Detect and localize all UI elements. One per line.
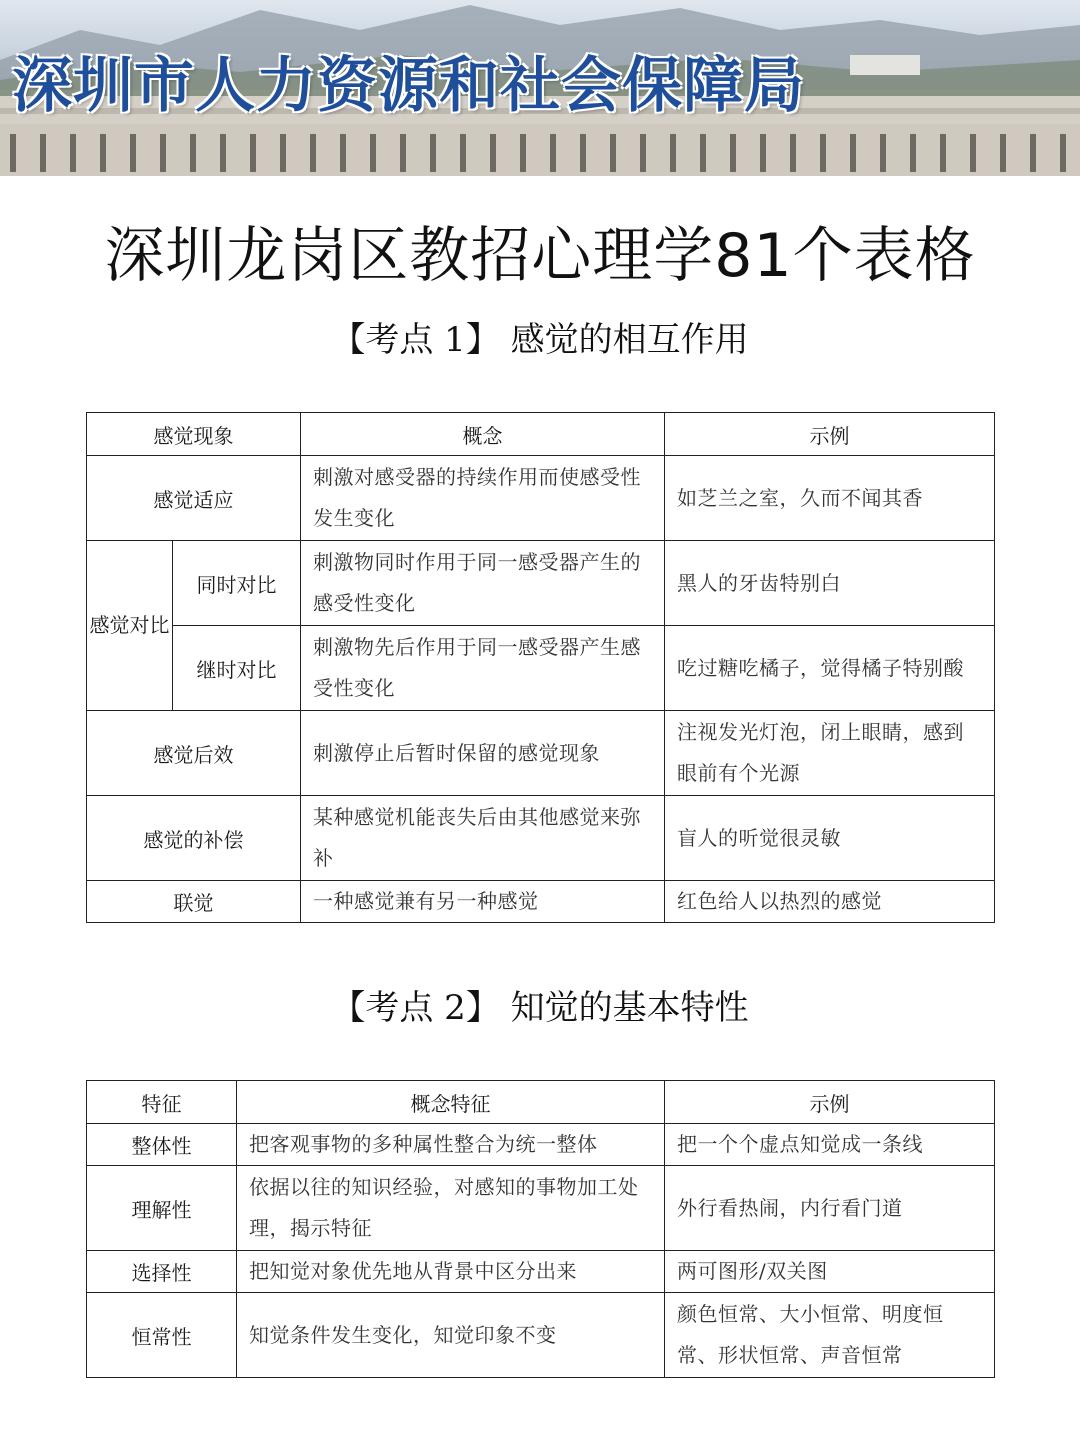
row-example: 把一个个虚点知觉成一条线	[665, 1124, 995, 1166]
row-concept: 刺激停止后暂时保留的感觉现象	[301, 711, 665, 796]
table-row	[87, 1166, 995, 1251]
section-2-heading-prefix: 【考点	[331, 988, 434, 1028]
banner-title: 深圳市人力资源和社会保障局	[12, 51, 805, 121]
row-example: 两可图形/双关图	[665, 1251, 995, 1293]
header-banner	[0, 0, 1080, 176]
row-concept: 把知觉对象优先地从背景中区分出来	[237, 1251, 665, 1293]
table-row	[87, 881, 995, 923]
page-title: 深圳龙岗区教招心理学81个表格	[104, 221, 976, 291]
section-2-heading-suffix: 】 知觉的基本特性	[465, 988, 749, 1028]
row-label: 整体性	[87, 1124, 237, 1166]
table-row	[87, 541, 995, 626]
sensation-table	[86, 412, 995, 923]
table-row	[87, 1124, 995, 1166]
row-concept: 刺激物同时作用于同一感受器产生的感受性变化	[301, 541, 665, 626]
header-cell: 特征	[87, 1081, 237, 1124]
header-cell: 示例	[665, 413, 995, 456]
row-label: 恒常性	[87, 1293, 237, 1378]
row-label: 继时对比	[173, 626, 301, 711]
table-row	[87, 456, 995, 541]
header-cell: 示例	[665, 1081, 995, 1124]
row-example: 盲人的听觉很灵敏	[665, 796, 995, 881]
table-row	[87, 796, 995, 881]
row-label: 感觉的补偿	[87, 796, 301, 881]
section-2-heading-num: 2	[444, 988, 466, 1028]
section-2-heading	[0, 980, 1080, 1029]
row-concept: 刺激物先后作用于同一感受器产生感受性变化	[301, 626, 665, 711]
row-concept: 知觉条件发生变化，知觉印象不变	[237, 1293, 665, 1378]
perception-table	[86, 1080, 995, 1378]
row-label: 感觉后效	[87, 711, 301, 796]
row-example: 红色给人以热烈的感觉	[665, 881, 995, 923]
row-label: 感觉适应	[87, 456, 301, 541]
row-example: 外行看热闹，内行看门道	[665, 1166, 995, 1251]
row-group-label: 感觉对比	[87, 541, 173, 711]
header-cell: 概念	[301, 413, 665, 456]
row-example: 吃过糖吃橘子，觉得橘子特别酸	[665, 626, 995, 711]
table-header-row	[87, 1081, 995, 1124]
row-concept: 依据以往的知识经验，对感知的事物加工处理，揭示特征	[237, 1166, 665, 1251]
table-row	[87, 1251, 995, 1293]
row-concept: 刺激对感受器的持续作用而使感受性发生变化	[301, 456, 665, 541]
row-concept: 把客观事物的多种属性整合为统一整体	[237, 1124, 665, 1166]
row-concept: 一种感觉兼有另一种感觉	[301, 881, 665, 923]
table-row	[87, 711, 995, 796]
table-header-row	[87, 413, 995, 456]
row-label: 同时对比	[173, 541, 301, 626]
header-cell: 感觉现象	[87, 413, 301, 456]
header-cell: 概念特征	[237, 1081, 665, 1124]
row-example: 如芝兰之室，久而不闻其香	[665, 456, 995, 541]
row-example: 黑人的牙齿特别白	[665, 541, 995, 626]
row-label: 选择性	[87, 1251, 237, 1293]
table-row	[87, 626, 995, 711]
section-1-heading	[0, 312, 1080, 361]
row-example: 注视发光灯泡，闭上眼睛，感到眼前有个光源	[665, 711, 995, 796]
row-example: 颜色恒常、大小恒常、明度恒常、形状恒常、声音恒常	[665, 1293, 995, 1378]
row-label: 联觉	[87, 881, 301, 923]
section-1-heading-prefix: 【考点	[331, 320, 434, 360]
row-label: 理解性	[87, 1166, 237, 1251]
table-row	[87, 1293, 995, 1378]
row-concept: 某种感觉机能丧失后由其他感觉来弥补	[301, 796, 665, 881]
section-1-heading-suffix: 】 感觉的相互作用	[465, 320, 749, 360]
section-1-heading-num: 1	[444, 320, 466, 360]
